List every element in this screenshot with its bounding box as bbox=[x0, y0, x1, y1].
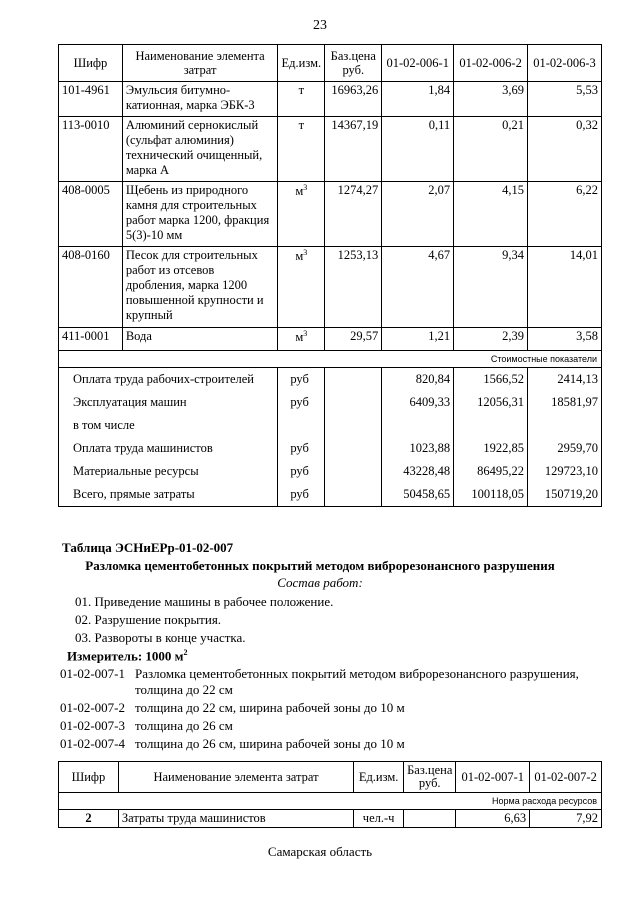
name-cell-text: Эмульсия битумно-катионная, марка ЭБК-3 bbox=[125, 83, 255, 112]
v3-cell bbox=[528, 117, 602, 182]
footer-region: Самарская область bbox=[267, 844, 373, 859]
section-label: Стоимостные показатели bbox=[59, 351, 602, 368]
item-text-3: толщина до 26 см bbox=[135, 718, 233, 733]
name-cell bbox=[122, 328, 278, 351]
summary-v1: 6409,33 bbox=[382, 391, 454, 414]
price-cell bbox=[325, 328, 382, 351]
col-v3-header: 01-02-006-3 bbox=[528, 45, 602, 82]
table2-header-row bbox=[59, 762, 602, 793]
v2-cell-text: 2,39 bbox=[502, 329, 525, 343]
summary-v3: 2959,70 bbox=[528, 437, 602, 460]
v2-cell-text: 9,34 bbox=[502, 248, 525, 262]
v2-cell-text: 4,15 bbox=[502, 183, 525, 197]
v2-cell bbox=[454, 328, 528, 351]
col-v2-header: 01-02-006-2 bbox=[454, 45, 528, 82]
unit-cell bbox=[278, 247, 325, 328]
resource-table bbox=[58, 44, 602, 507]
summary-v3: 18581,97 bbox=[528, 391, 602, 414]
price-cell-text: 1274,27 bbox=[337, 183, 379, 197]
t2-name-header: Наименование элемента затрат bbox=[118, 762, 353, 793]
summary-v2: 12056,31 bbox=[454, 391, 528, 414]
summary-v1 bbox=[382, 414, 454, 437]
code-cell-text: 411-0001 bbox=[62, 329, 110, 343]
t2-v1-header: 01-02-007-1 bbox=[456, 762, 530, 793]
v3-cell-text: 0,32 bbox=[576, 118, 598, 132]
summary-v1: 50458,65 bbox=[382, 483, 454, 507]
summary-v1: 820,84 bbox=[382, 368, 454, 392]
price-cell bbox=[325, 247, 382, 328]
v3-cell-text: 5,53 bbox=[576, 83, 598, 97]
unit-superscript: 3 bbox=[303, 248, 308, 257]
summary-price bbox=[325, 437, 382, 460]
name-cell bbox=[122, 247, 278, 328]
summary-label: Всего, прямые затраты bbox=[59, 483, 278, 507]
section-subheading: Состав работ: bbox=[277, 575, 363, 590]
unit-cell-text: м bbox=[295, 184, 304, 199]
summary-price bbox=[325, 391, 382, 414]
step-1: 01. Приведение машины в рабочее положение. bbox=[75, 594, 334, 609]
item-code-1: 01-02-007-1 bbox=[60, 666, 125, 681]
v1-cell bbox=[382, 82, 454, 117]
name-cell bbox=[122, 182, 278, 247]
t2-price-header: Баз.цена руб. bbox=[404, 762, 456, 793]
summary-label: Оплата труда рабочих-строителей bbox=[59, 368, 278, 392]
name-cell-text: Щебень из природного камня для строительных работ марка 1200, фракция 5(3)-10 мм bbox=[125, 183, 270, 242]
price-cell-text: 1253,13 bbox=[337, 248, 379, 262]
summary-row bbox=[59, 414, 602, 437]
name-cell bbox=[122, 117, 278, 182]
v1-cell-text: 2,07 bbox=[428, 183, 451, 197]
summary-price bbox=[325, 368, 382, 392]
summary-v3 bbox=[528, 414, 602, 437]
v1-cell-text: 1,21 bbox=[428, 329, 451, 343]
name-cell-text: Вода bbox=[125, 329, 152, 343]
col-unit-header: Ед.изм. bbox=[278, 45, 325, 82]
table-row bbox=[59, 182, 602, 247]
item-code-2: 01-02-007-2 bbox=[60, 700, 125, 715]
summary-row bbox=[59, 437, 602, 460]
table-title: Таблица ЭСНиЕРр-01-02-007 bbox=[62, 540, 234, 555]
code-cell bbox=[59, 182, 123, 247]
code-cell-text: 408-0160 bbox=[62, 248, 110, 262]
section-row bbox=[59, 351, 602, 368]
code-cell bbox=[59, 117, 123, 182]
summary-v2 bbox=[454, 414, 528, 437]
price-cell-text: 29,57 bbox=[350, 329, 379, 343]
item-code-3: 01-02-007-3 bbox=[60, 718, 125, 733]
summary-price bbox=[325, 483, 382, 507]
v1-cell bbox=[382, 182, 454, 247]
v2-cell bbox=[454, 247, 528, 328]
table-row bbox=[59, 810, 602, 828]
summary-v1: 1023,88 bbox=[382, 437, 454, 460]
table-row bbox=[59, 247, 602, 328]
v3-cell bbox=[528, 182, 602, 247]
col-code-header: Шифр bbox=[59, 45, 123, 82]
v1-cell bbox=[382, 247, 454, 328]
item-text-4: толщина до 26 см, ширина рабочей зоны до 10 м bbox=[135, 736, 405, 751]
t2-section-label: Норма расхода ресурсов bbox=[59, 793, 602, 810]
summary-v2: 1566,52 bbox=[454, 368, 528, 392]
summary-unit: руб bbox=[278, 437, 325, 460]
v1-cell bbox=[382, 117, 454, 182]
col-v1-header: 01-02-006-1 bbox=[382, 45, 454, 82]
step-2: 02. Разрушение покрытия. bbox=[75, 612, 222, 627]
step-3: 03. Развороты в конце участка. bbox=[75, 630, 246, 645]
price-cell bbox=[325, 182, 382, 247]
summary-row bbox=[59, 368, 602, 392]
t2-v1-cell: 6,63 bbox=[456, 810, 530, 828]
v1-cell bbox=[382, 328, 454, 351]
v3-cell bbox=[528, 82, 602, 117]
col-price-header: Баз.цена руб. bbox=[325, 45, 382, 82]
unit-cell-text: м bbox=[295, 249, 304, 264]
price-cell-text: 16963,26 bbox=[331, 83, 379, 97]
code-cell bbox=[59, 82, 123, 117]
summary-label: Эксплуатация машин bbox=[59, 391, 278, 414]
code-cell bbox=[59, 328, 123, 351]
unit-cell bbox=[278, 82, 325, 117]
unit-cell bbox=[278, 117, 325, 182]
t2-section-row bbox=[59, 793, 602, 810]
t2-v2-header: 01-02-007-2 bbox=[530, 762, 602, 793]
name-cell bbox=[122, 82, 278, 117]
v1-cell-text: 0,11 bbox=[428, 118, 451, 132]
summary-label: Оплата труда машинистов bbox=[59, 437, 278, 460]
price-cell-text: 14367,19 bbox=[331, 118, 379, 132]
code-cell bbox=[59, 247, 123, 328]
t2-price-cell bbox=[404, 810, 456, 828]
v2-cell bbox=[454, 117, 528, 182]
price-cell bbox=[325, 117, 382, 182]
summary-v3: 2414,13 bbox=[528, 368, 602, 392]
table-header-row bbox=[59, 45, 602, 82]
table-row bbox=[59, 328, 602, 351]
unit-cell-text: м bbox=[295, 330, 304, 345]
v2-cell bbox=[454, 182, 528, 247]
code-cell-text: 113-0010 bbox=[62, 118, 110, 132]
t2-code-header: Шифр bbox=[59, 762, 119, 793]
table-row bbox=[59, 117, 602, 182]
v1-cell-text: 4,67 bbox=[428, 248, 451, 262]
summary-unit bbox=[278, 414, 325, 437]
t2-code-cell: 2 bbox=[59, 810, 119, 828]
name-cell-text: Песок для строительных работ из отсевов дробления, марка 1200 повышенной крупности и крупный bbox=[125, 248, 264, 322]
v3-cell-text: 6,22 bbox=[576, 183, 598, 197]
summary-label: Материальные ресурсы bbox=[59, 460, 278, 483]
price-cell bbox=[325, 82, 382, 117]
summary-v2: 1922,85 bbox=[454, 437, 528, 460]
v3-cell bbox=[528, 247, 602, 328]
summary-row bbox=[59, 391, 602, 414]
summary-row bbox=[59, 460, 602, 483]
v2-cell bbox=[454, 82, 528, 117]
col-name-header: Наименование элемента затрат bbox=[122, 45, 278, 82]
summary-v1: 43228,48 bbox=[382, 460, 454, 483]
summary-price bbox=[325, 460, 382, 483]
summary-v3: 129723,10 bbox=[528, 460, 602, 483]
unit-superscript: 3 bbox=[303, 183, 308, 192]
code-cell-text: 408-0005 bbox=[62, 183, 110, 197]
labor-table bbox=[58, 761, 602, 828]
v1-cell-text: 1,84 bbox=[428, 83, 451, 97]
t2-v2-cell: 7,92 bbox=[530, 810, 602, 828]
v2-cell-text: 0,21 bbox=[502, 118, 525, 132]
summary-unit: руб bbox=[278, 368, 325, 392]
summary-unit: руб bbox=[278, 483, 325, 507]
summary-price bbox=[325, 414, 382, 437]
unit-superscript: 3 bbox=[303, 329, 308, 338]
section-heading: Разломка цементобетонных покрытий методом виброрезонансного разрушения bbox=[85, 558, 555, 573]
measure-label: Измеритель: 1000 $м^2$ bbox=[67, 648, 188, 664]
unit-cell-text: т bbox=[298, 83, 305, 97]
summary-v3: 150719,20 bbox=[528, 483, 602, 507]
t2-unit-header: Ед.изм. bbox=[354, 762, 404, 793]
t2-unit-cell: чел.-ч bbox=[354, 810, 404, 828]
summary-label: в том числе bbox=[59, 414, 278, 437]
page-number: 23 bbox=[313, 18, 327, 33]
unit-cell-text: т bbox=[298, 118, 305, 132]
item-text-2: толщина до 22 см, ширина рабочей зоны до 10 м bbox=[135, 700, 405, 715]
table-row bbox=[59, 82, 602, 117]
summary-v2: 100118,05 bbox=[454, 483, 528, 507]
unit-cell bbox=[278, 328, 325, 351]
code-cell-text: 101-4961 bbox=[62, 83, 110, 97]
t2-name-cell: Затраты труда машинистов bbox=[118, 810, 353, 828]
v3-cell-text: 14,01 bbox=[569, 248, 598, 262]
name-cell-text: Алюминий сернокислый (сульфат алюминия) технический очищенный, марка А bbox=[125, 118, 263, 177]
summary-unit: руб bbox=[278, 460, 325, 483]
item-code-4: 01-02-007-4 bbox=[60, 736, 125, 751]
item-text-1b: толщина до 22 см bbox=[135, 682, 233, 697]
summary-v2: 86495,22 bbox=[454, 460, 528, 483]
v3-cell-text: 3,58 bbox=[576, 329, 598, 343]
unit-cell bbox=[278, 182, 325, 247]
item-text-1: Разломка цементобетонных покрытий методом виброрезонансного разрушения, bbox=[135, 666, 579, 681]
v2-cell-text: 3,69 bbox=[502, 83, 525, 97]
summary-unit: руб bbox=[278, 391, 325, 414]
v3-cell bbox=[528, 328, 602, 351]
summary-row bbox=[59, 483, 602, 507]
